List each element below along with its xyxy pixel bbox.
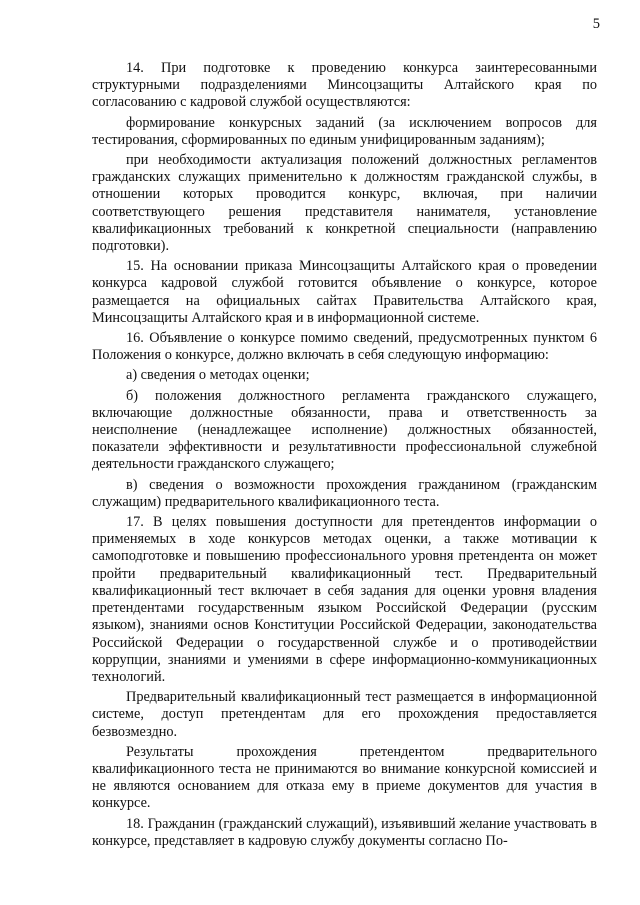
- paragraph-14-item-2: при необходимости актуализация положений должностных регламентов гражданских служащих применительно к должностям гражданской службы, в отношении которых проводится конкурс, включая, при наличии соответствующего решения представителя нанимателя, установление квалификационных требований к конкретной специальности (направлению подготовки).: [92, 152, 597, 255]
- paragraph-14: 14. При подготовке к проведению конкурса заинтересованными структурными подразделениями Минсоцзащиты Алтайского края по согласованию с кадровой службой осуществляются:: [92, 60, 597, 111]
- paragraph-17: 17. В целях повышения доступности для претендентов информации о применяемых в ходе конкурсов методах оценки, а также мотивации к самоподготовке и повышению профессионального уровня претендента он может пройти предварительный квалификационный тест. Предварительный квалификационный тест включает в себя задания для оценки уровня владения претендентами государственным языком Российской Федерации (русским языком), знаниями основ Конституции Российской Федерации, законодательства Российской Федерации о государственной службе и о противодействии коррупции, знаниями и умениями в сфере информационно-коммуникационных технологий.: [92, 514, 597, 685]
- paragraph-16-item-a: а) сведения о методах оценки;: [126, 367, 310, 384]
- paragraph-16-item-b: б) положения должностного регламента гражданского служащего, включающие должностные обязанности, права и ответственность за неисполнение (ненадлежащее исполнение) должностных обязанностей, показатели эффективности и результативности профессиональной служебной деятельности гражданского служащего;: [92, 387, 597, 473]
- page-number: 5: [592, 16, 600, 32]
- paragraph-18: 18. Гражданин (гражданский служащий), изъявивший желание участвовать в конкурсе, представляет в кадровую службу документы согласно По-: [92, 815, 597, 849]
- paragraph-17-test-results: Результаты прохождения претендентом предварительного квалификационного теста не принимаются во внимание конкурсной комиссией и не являются основанием для отказа ему в приеме документов для участия в конкурсе.: [92, 743, 597, 812]
- paragraph-16: 16. Объявление о конкурсе помимо сведений, предусмотренных пунктом 6 Положения о конкурсе, должно включать в себя следующую информацию:: [92, 330, 597, 364]
- paragraph-14-item-1: формирование конкурсных заданий (за исключением вопросов для тестирования, сформированных по единым унифицированным заданиям);: [92, 114, 597, 148]
- paragraph-17-test-placement: Предварительный квалификационный тест размещается в информационной системе, доступ претендентам для его прохождения предоставляется безвозмездно.: [92, 689, 597, 740]
- paragraph-15: 15. На основании приказа Минсоцзащиты Алтайского края о проведении конкурса кадровой службой готовится объявление о конкурсе, которое размещается на официальных сайтах Правительства Алтайского края, Минсоцзащиты Алтайского края и в информационной системе.: [92, 258, 597, 326]
- paragraph-16-item-c: в) сведения о возможности прохождения гражданином (гражданским служащим) предварительного квалификационного теста.: [92, 476, 597, 510]
- document-body: [92, 60, 597, 853]
